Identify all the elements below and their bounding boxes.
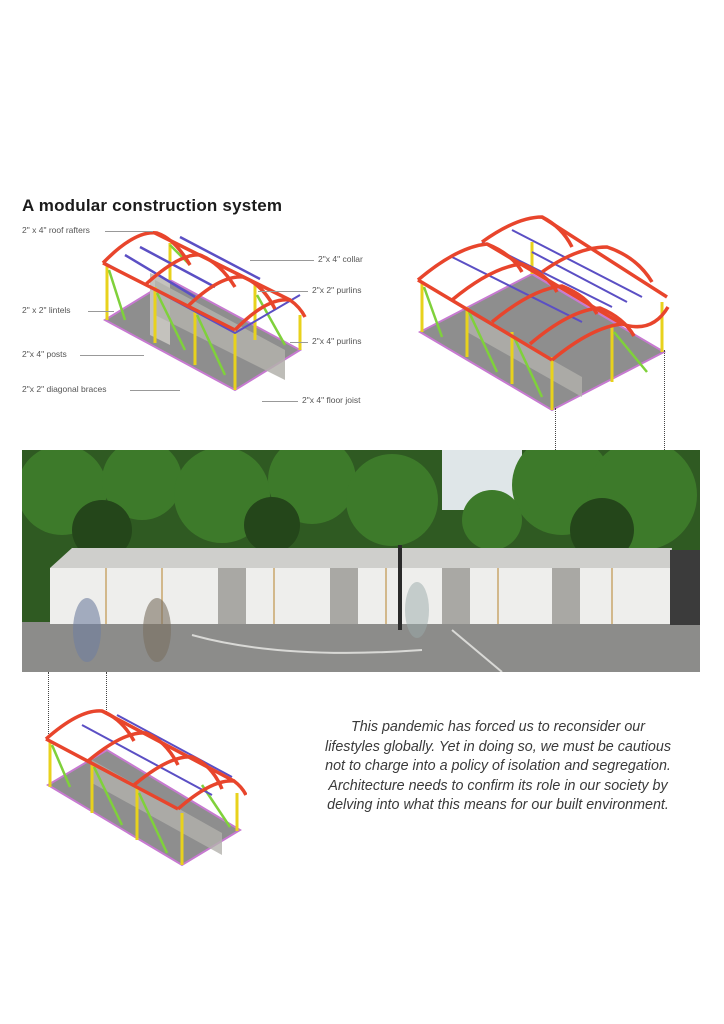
label-lintels: 2" x 2" lintels [22, 305, 71, 315]
label-floor-joist: 2"x 4" floor joist [302, 395, 361, 405]
combined-modules-diagram [412, 212, 672, 417]
connector-line [555, 408, 556, 450]
label-posts: 2"x 4" posts [22, 349, 67, 359]
connector-line [664, 350, 665, 450]
quote-text: This pandemic has forced us to reconsider our lifestyles globally. Yet in doing so, we must be cautious not to charge into a policy of isolation and segregation. Architecture needs to confirm its role in our society by delving into what this means for our built environment. [325, 719, 671, 813]
label-purlins-2x2: 2"x 2" purlins [312, 285, 362, 295]
label-diagonal-braces: 2"x 2" diagonal braces [22, 384, 107, 394]
label-purlins-2x4: 2"x 4" purlins [312, 336, 362, 346]
page-title: A modular construction system [22, 196, 283, 215]
facility-photo [22, 450, 700, 672]
module-diagram-labeled [95, 225, 310, 400]
label-roof-rafters: 2" x 4" roof rafters [22, 225, 90, 235]
label-collar: 2"x 4" collar [318, 254, 363, 264]
module-diagram-small [42, 705, 247, 875]
